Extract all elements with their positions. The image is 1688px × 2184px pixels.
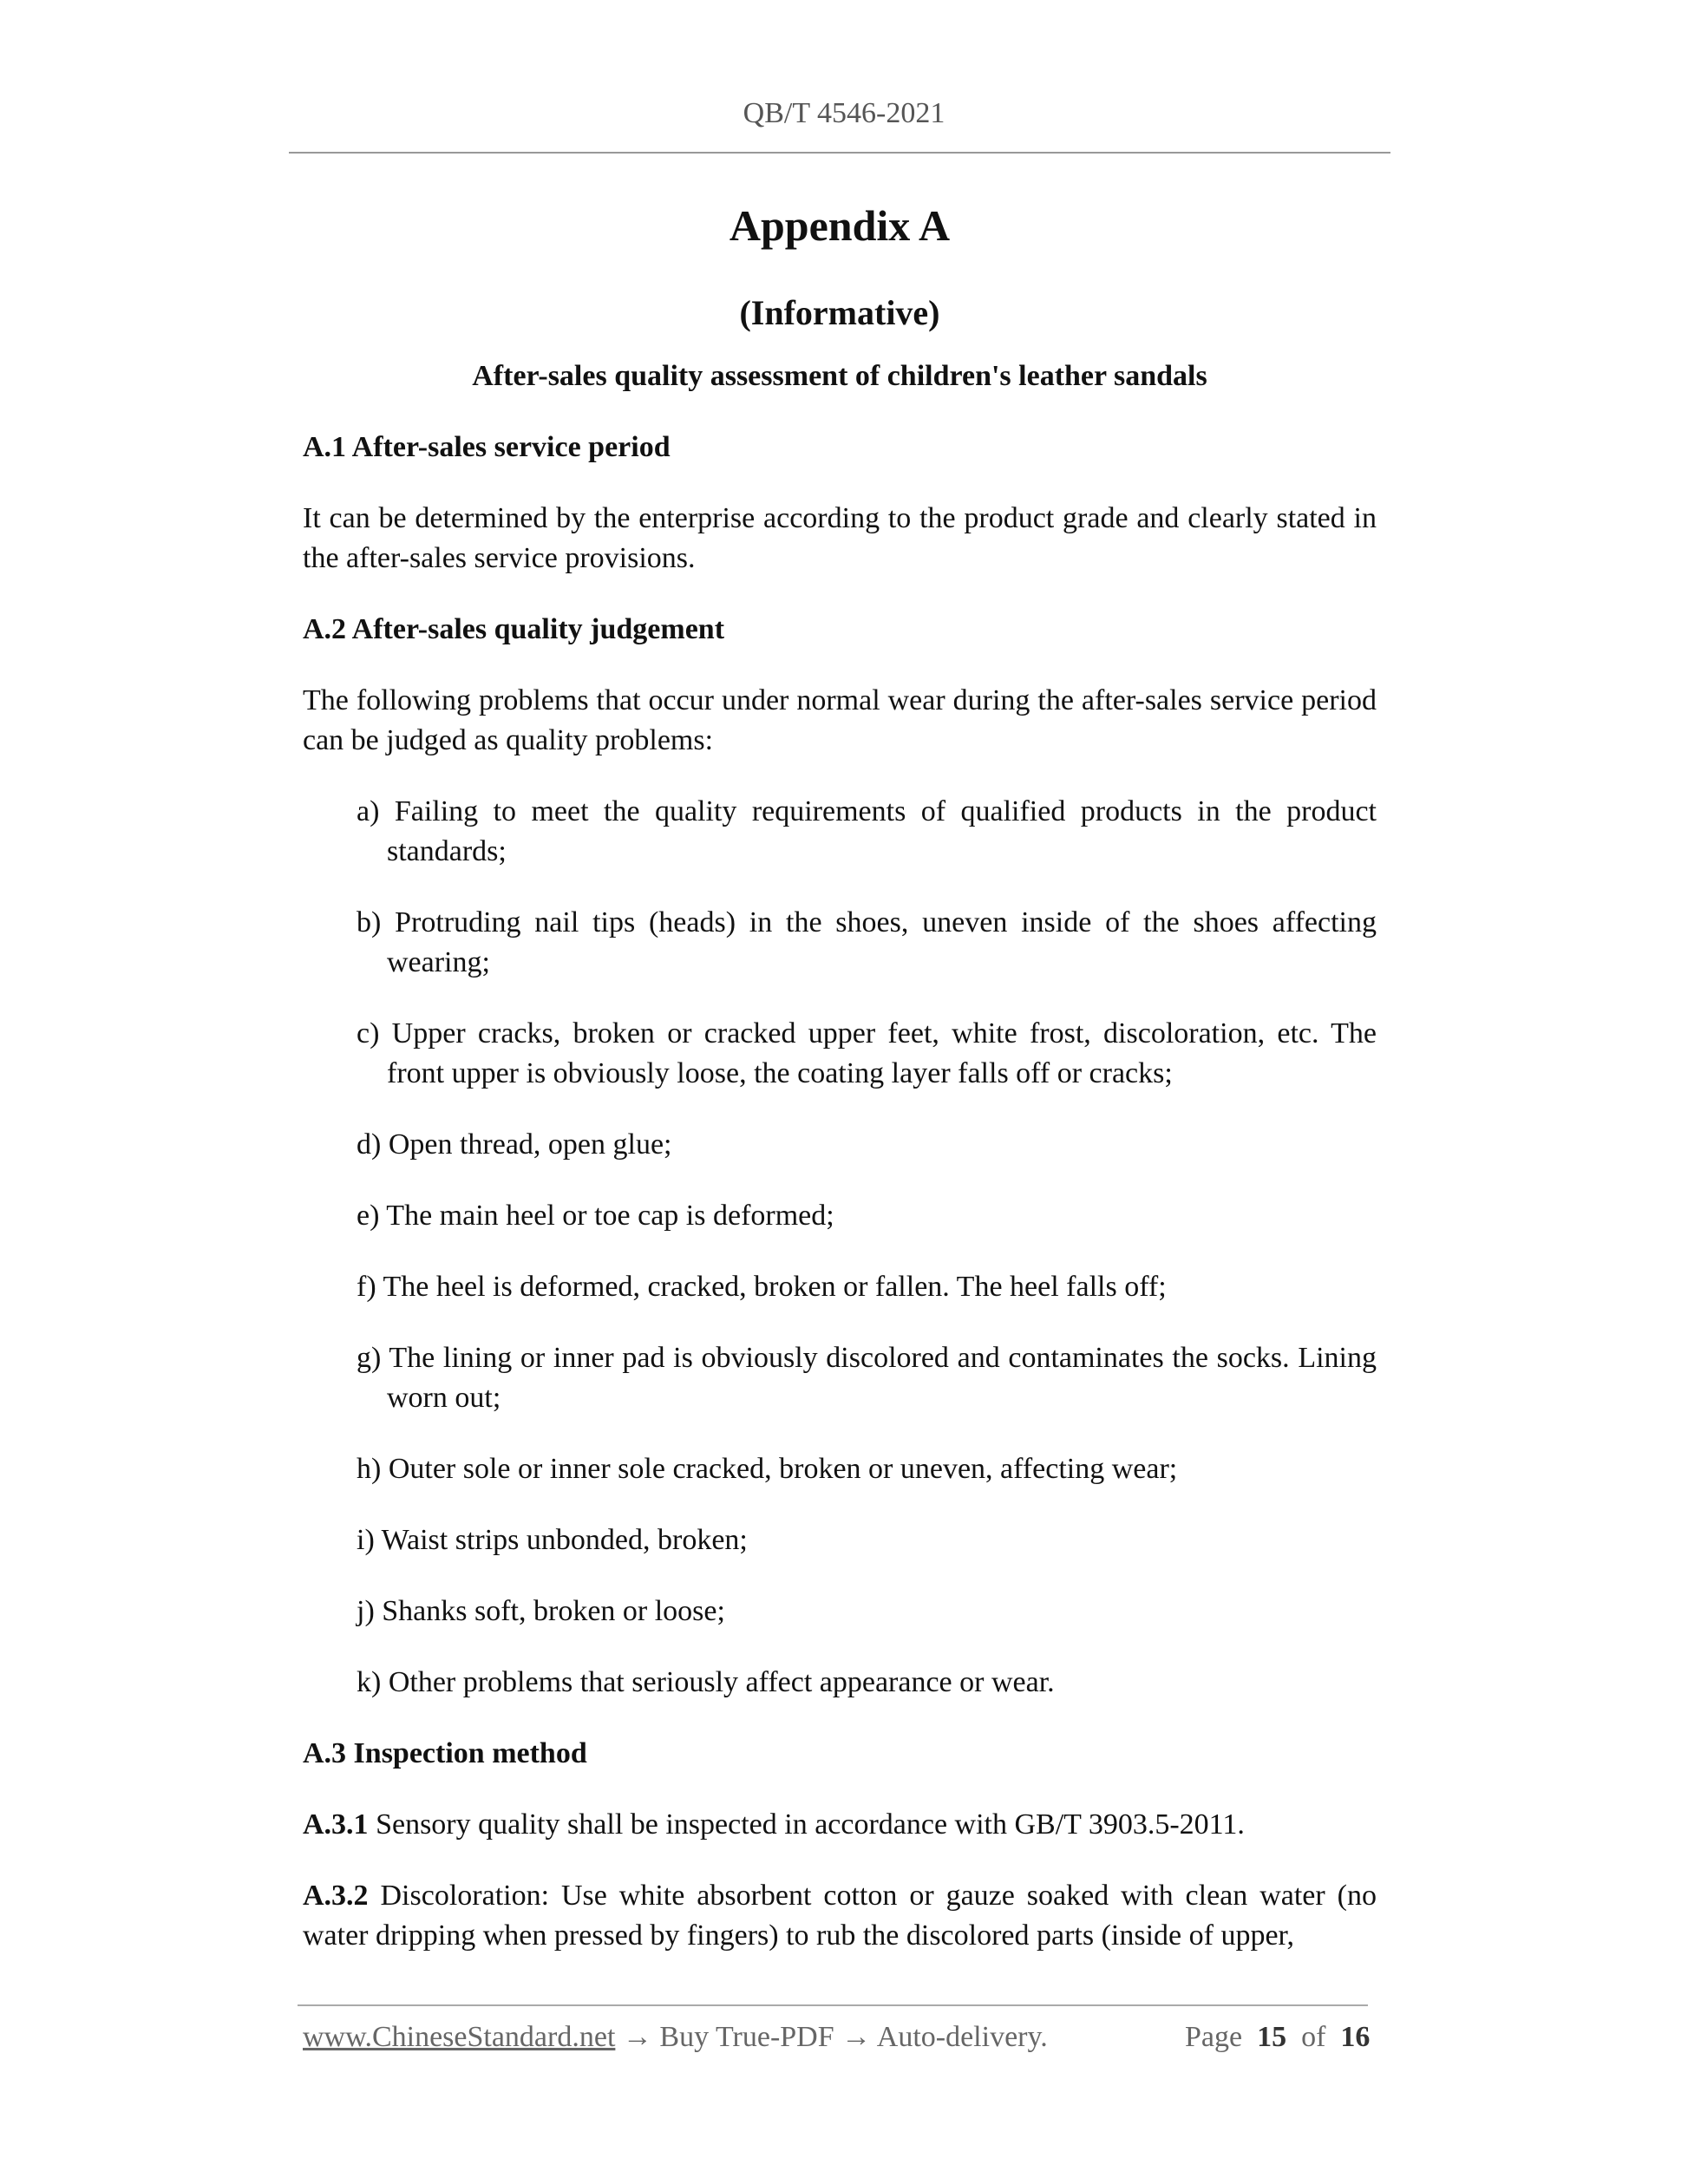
list-item: k) Other problems that seriously affect appearance or wear. bbox=[357, 1666, 1055, 1698]
list-item: d) Open thread, open glue; bbox=[357, 1128, 672, 1161]
clause-a31-number: A.3.1 bbox=[303, 1808, 369, 1841]
list-item: h) Outer sole or inner sole cracked, broken or uneven, affecting wear; bbox=[357, 1453, 1178, 1485]
appendix-subtitle: (Informative) bbox=[739, 293, 940, 332]
header-divider bbox=[289, 152, 1390, 154]
document-code-header: QB/T 4546-2021 bbox=[743, 97, 945, 129]
section-a2-text: The following problems that occur under normal wear during the after-sales service period can be judged as quality problems: bbox=[303, 684, 1377, 756]
clause-a31 bbox=[303, 1805, 1377, 1845]
quality-problem-list bbox=[303, 792, 1377, 1703]
clause-a31-text: Sensory quality shall be inspected in accordance with GB/T 3903.5-2011. bbox=[368, 1808, 1245, 1841]
appendix-name: After-sales quality assessment of children's leather sandals bbox=[472, 360, 1207, 392]
page-label: Page bbox=[1185, 2021, 1243, 2053]
list-item: e) The main heel or toe cap is deformed; bbox=[357, 1200, 834, 1232]
clause-a32-number: A.3.2 bbox=[303, 1880, 369, 1912]
list-item: f) The heel is deformed, cracked, broken or fallen. The heel falls off; bbox=[357, 1271, 1167, 1303]
footer-promo-text: → Buy True-PDF → Auto-delivery. bbox=[615, 2021, 1048, 2053]
section-a1-heading: A.1 After-sales service period bbox=[303, 431, 671, 463]
page-body bbox=[303, 186, 1377, 1956]
page-number: 15 bbox=[1257, 2021, 1287, 2053]
page-total: 16 bbox=[1340, 2021, 1371, 2053]
list-item: g) The lining or inner pad is obviously discolored and contaminates the socks. Lining worn out; bbox=[357, 1342, 1377, 1414]
page-indicator bbox=[1185, 2021, 1370, 2054]
clause-a32 bbox=[303, 1876, 1377, 1956]
list-item: i) Waist strips unbonded, broken; bbox=[357, 1524, 748, 1556]
of-label: of bbox=[1301, 2021, 1326, 2053]
list-item: a) Failing to meet the quality requirements of qualified products in the product standards; bbox=[357, 795, 1377, 867]
appendix-title: Appendix A bbox=[729, 201, 951, 250]
list-item: b) Protruding nail tips (heads) in the shoes, uneven inside of the shoes affecting wearing; bbox=[357, 906, 1377, 978]
footer-divider bbox=[298, 2004, 1368, 2006]
footer-promo bbox=[303, 2021, 1048, 2054]
section-a1-text: It can be determined by the enterprise according to the product grade and clearly stated in the after-sales service provisions. bbox=[303, 502, 1377, 574]
website-link[interactable]: www.ChineseStandard.net bbox=[303, 2021, 616, 2053]
section-a3-heading: A.3 Inspection method bbox=[303, 1737, 587, 1769]
list-item: j) Shanks soft, broken or loose; bbox=[357, 1595, 725, 1627]
list-item: c) Upper cracks, broken or cracked upper feet, white frost, discoloration, etc. The front upper is obviously loose, the coating layer falls off or cracks; bbox=[357, 1017, 1377, 1089]
section-a2-heading: A.2 After-sales quality judgement bbox=[303, 613, 725, 645]
clause-a32-text: Discoloration: Use white absorbent cotton or gauze soaked with clean water (no water dripping when pressed by fingers) to rub the discolored parts (inside of upper, bbox=[303, 1880, 1377, 1952]
